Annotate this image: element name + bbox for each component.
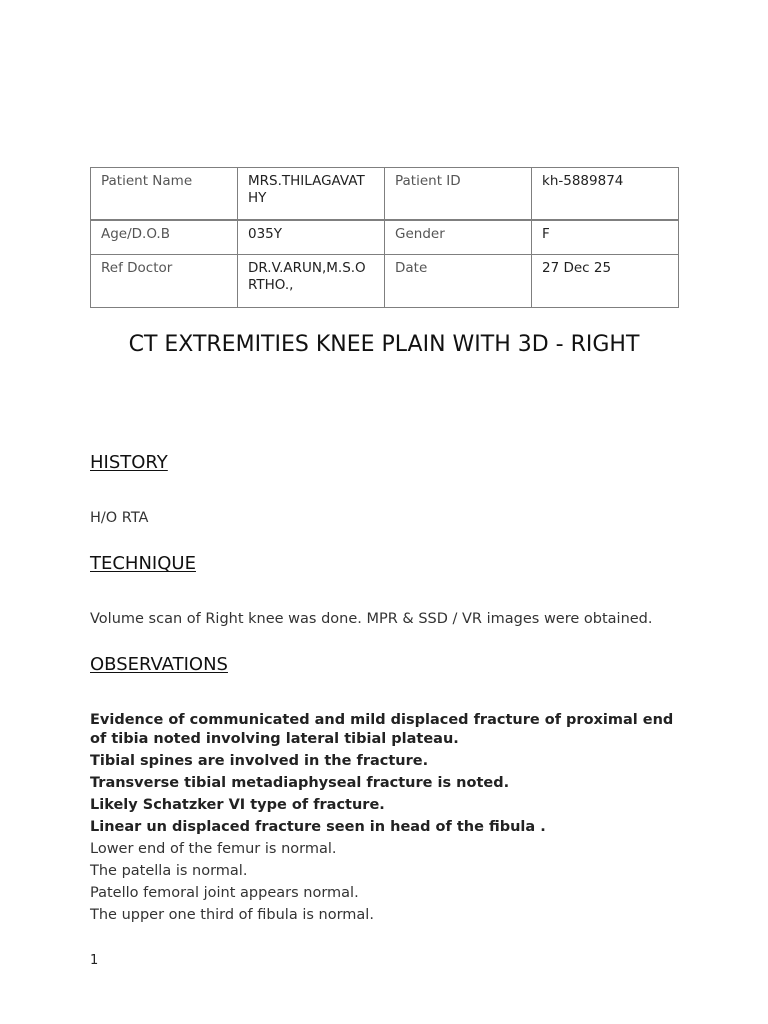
ref-doctor-label: Ref Doctor xyxy=(91,255,238,308)
observation-item: Patello femoral joint appears normal. xyxy=(90,885,359,901)
page-number: 1 xyxy=(90,953,99,968)
observation-item: Linear un displaced fracture seen in head of the fibula . xyxy=(90,819,546,835)
patient-id-label: Patient ID xyxy=(385,168,532,220)
patient-info-row xyxy=(91,220,679,255)
technique-heading: TECHNIQUE xyxy=(90,553,196,574)
observation-item: Evidence of communicated and mild displaced fracture of proximal end of tibia noted involving lateral tibial plateau. xyxy=(90,712,674,747)
gender-label: Gender xyxy=(385,220,532,255)
report-title: CT EXTREMITIES KNEE PLAIN WITH 3D - RIGHT xyxy=(128,332,640,357)
patient-info-table xyxy=(90,167,679,308)
patient-info-row xyxy=(91,255,679,308)
patient-name-label: Patient Name xyxy=(91,168,238,220)
technique-text: Volume scan of Right knee was done. MPR & SSD / VR images were obtained. xyxy=(90,611,653,627)
observation-item: Likely Schatzker VI type of fracture. xyxy=(90,797,385,813)
observations-heading: OBSERVATIONS xyxy=(90,654,228,675)
history-text: H/O RTA xyxy=(90,510,149,526)
observation-item: Lower end of the femur is normal. xyxy=(90,841,337,857)
patient-name-value: MRS.THILAGAVATHY xyxy=(238,168,385,220)
observation-item: Transverse tibial metadiaphyseal fracture is noted. xyxy=(90,775,510,791)
history-heading: HISTORY xyxy=(90,452,168,473)
date-label: Date xyxy=(385,255,532,308)
ref-doctor-value: DR.V.ARUN,M.S.ORTHO., xyxy=(238,255,385,308)
age-dob-value: 035Y xyxy=(238,220,385,255)
age-dob-label: Age/D.O.B xyxy=(91,220,238,255)
observation-item: Tibial spines are involved in the fracture. xyxy=(90,753,429,769)
patient-info-row xyxy=(91,168,679,220)
observation-item: The patella is normal. xyxy=(90,863,248,879)
observation-item: The upper one third of fibula is normal. xyxy=(90,907,374,923)
date-value: 27 Dec 25 xyxy=(532,255,679,308)
patient-id-value: kh-5889874 xyxy=(532,168,679,220)
observations-list xyxy=(90,711,690,928)
gender-value: F xyxy=(532,220,679,255)
